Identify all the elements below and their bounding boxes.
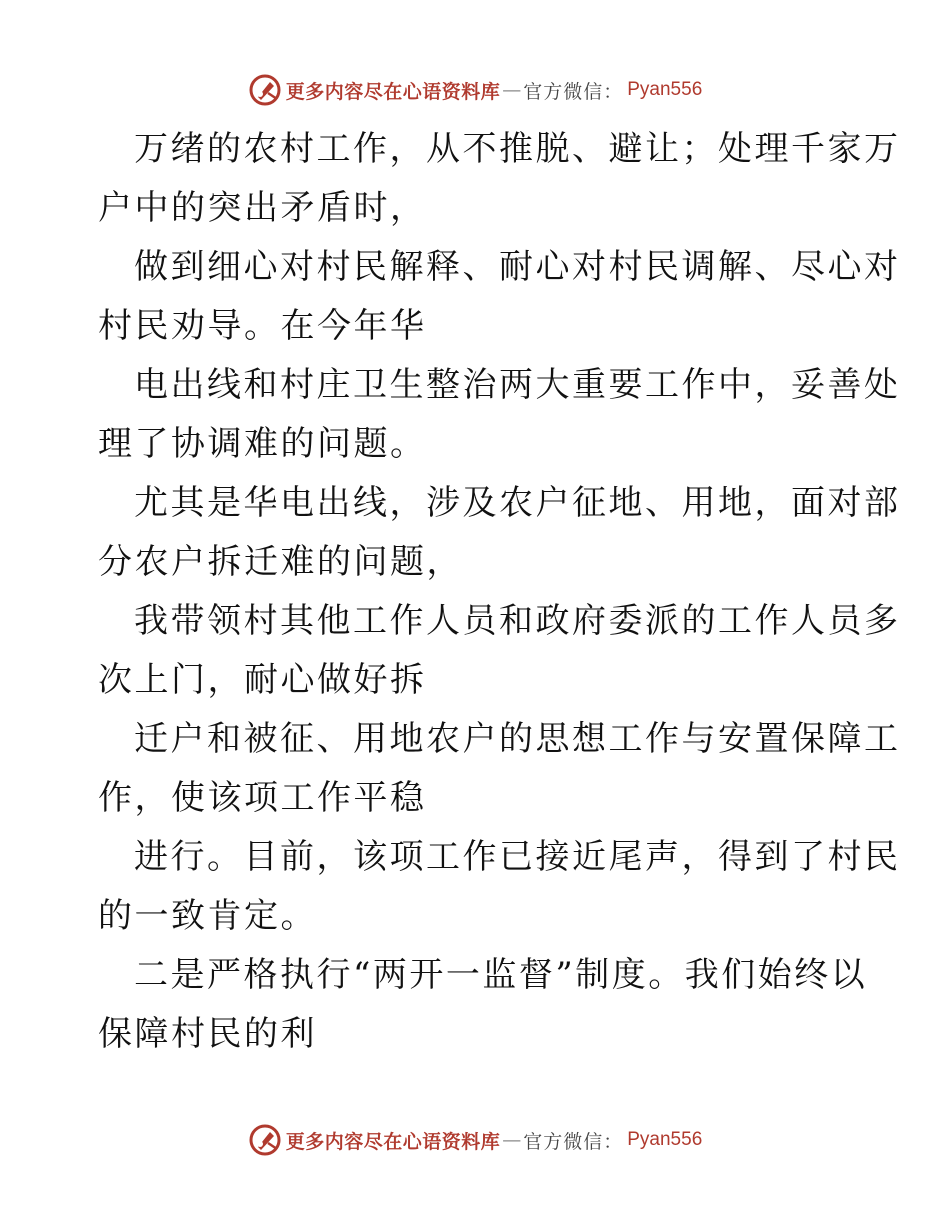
paragraph-line: 万绪的农村工作，从不推脱、避让；处理千家万	[134, 129, 901, 169]
banner-wechat-id: Pyan556	[627, 79, 703, 100]
banner-wechat-id: Pyan556	[627, 1129, 703, 1150]
paragraph-line: 保障村民的利	[98, 1014, 317, 1054]
banner-separator: —	[502, 79, 522, 101]
paragraph-line: 二是严格执行“两开一监督”制度。我们始终以	[134, 955, 868, 995]
paragraph-line: 的一致肯定。	[98, 896, 317, 936]
paragraph	[98, 592, 901, 710]
pen-nib-circle-icon	[248, 73, 282, 107]
banner-official-label: 官方微信：	[523, 80, 624, 103]
header-banner	[0, 70, 950, 110]
pen-nib-circle-icon	[248, 1123, 282, 1157]
paragraph-line: 迁户和被征、用地农户的思想工作与安置保障工	[134, 719, 901, 759]
paragraph	[98, 946, 868, 1064]
banner-brand: 更多内容尽在心语资料库	[285, 80, 501, 103]
paragraph-line: 村民劝导。在今年华	[98, 306, 427, 346]
paragraph-line: 分农户拆迁难的问题，	[98, 542, 463, 582]
paragraph-line: 尤其是华电出线，涉及农户征地、用地，面对部	[134, 483, 901, 523]
paragraph	[98, 238, 901, 356]
paragraph-line: 次上门，耐心做好拆	[98, 660, 427, 700]
paragraph-line: 进行。目前，该项工作已接近尾声，得到了村民	[134, 837, 901, 877]
paragraph-line: 户中的突出矛盾时，	[98, 188, 427, 228]
paragraph	[98, 120, 901, 238]
banner-brand: 更多内容尽在心语资料库	[285, 1130, 501, 1153]
document-body	[98, 120, 901, 1064]
paragraph-line: 做到细心对村民解释、耐心对村民调解、尽心对	[134, 247, 901, 287]
banner-official-label: 官方微信：	[523, 1130, 624, 1153]
paragraph-line: 理了协调难的问题。	[98, 424, 427, 464]
paragraph	[98, 710, 901, 828]
banner-separator: —	[502, 1129, 522, 1151]
paragraph	[98, 474, 901, 592]
paragraph-line: 作，使该项工作平稳	[98, 778, 427, 818]
paragraph-line: 我带领村其他工作人员和政府委派的工作人员多	[134, 601, 901, 641]
paragraph	[98, 828, 901, 946]
footer-banner	[0, 1120, 950, 1160]
paragraph-line: 电出线和村庄卫生整治两大重要工作中，妥善处	[134, 365, 901, 405]
paragraph	[98, 356, 901, 474]
